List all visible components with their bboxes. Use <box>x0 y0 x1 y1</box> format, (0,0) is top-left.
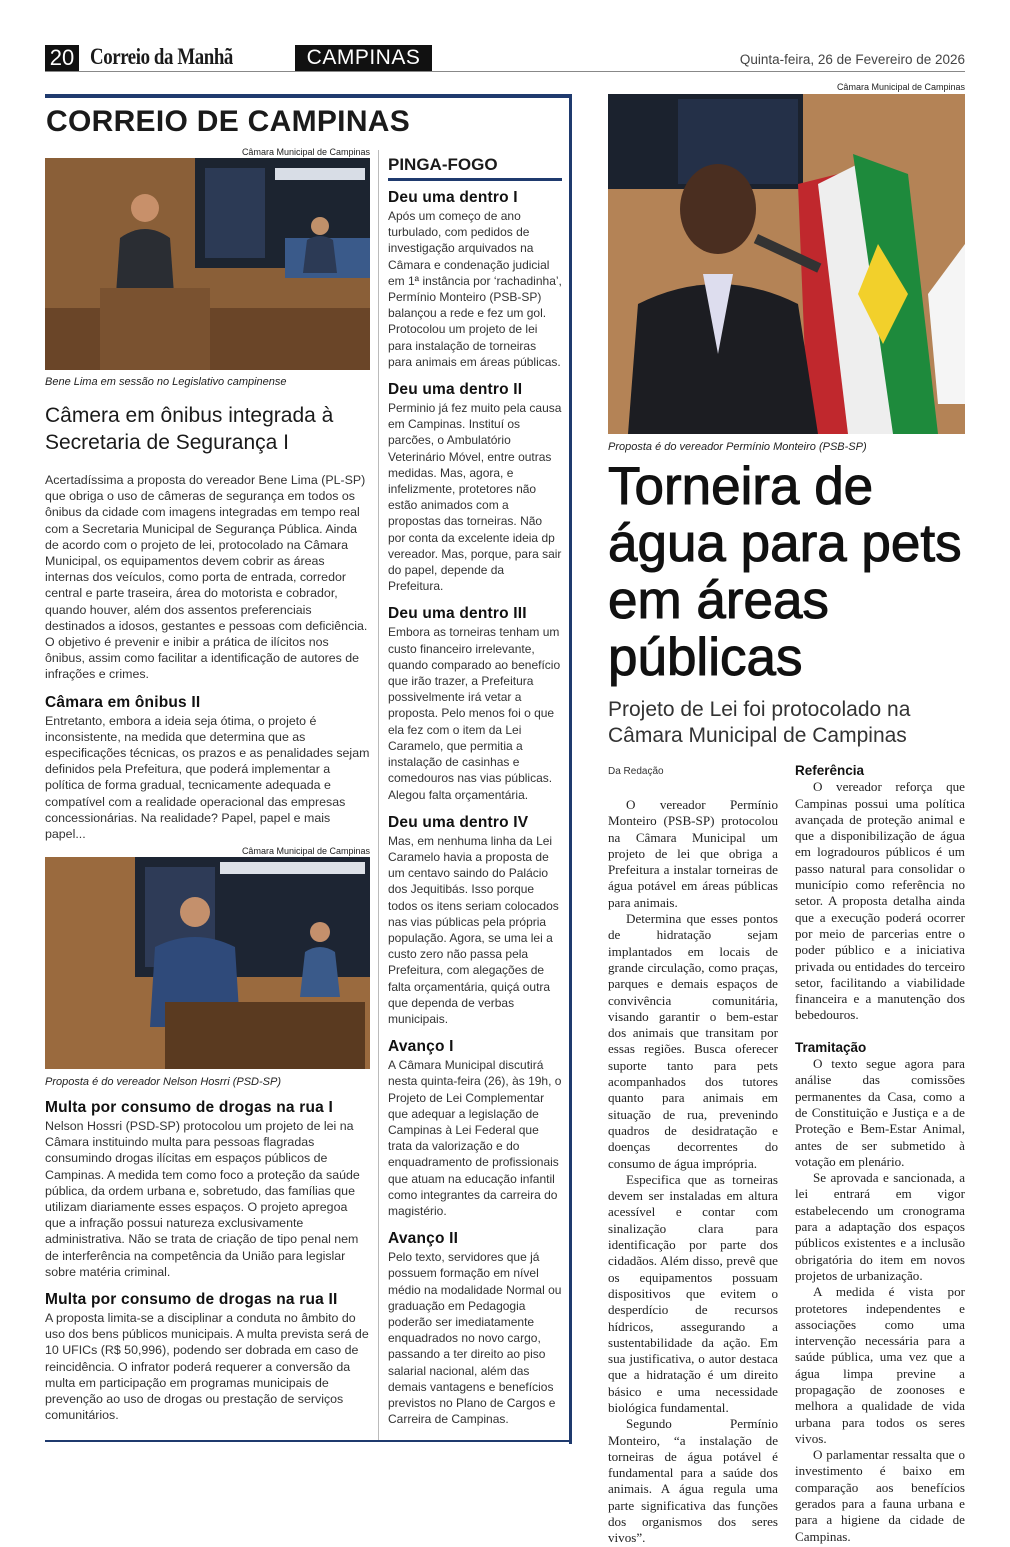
column-top-rule <box>45 94 572 98</box>
column-side-rule <box>569 94 572 1444</box>
pinga-fogo-list <box>388 188 562 1427</box>
photo-caption: Proposta é do vereador Nelson Hosrri (PSD-SP) <box>45 1076 281 1088</box>
newspaper-logo: Correio da Manhã <box>90 44 233 69</box>
article-paragraph: Se aprovada e sancionada, a lei entrará em vigor estabelecendo um cronograma para a adaptação dos espaços públicos existentes e a inclusão obrigatória do item em novos projetos de urbanização. <box>795 1170 965 1283</box>
photo-caption: Proposta é do vereador Permínio Monteiro (PSB-SP) <box>608 441 867 453</box>
article-column-1 <box>608 797 778 1547</box>
pinga-item-text: Embora as torneiras tenham um custo financeiro irrelevante, quando comparado ao benefício que irão trazer, a Prefeitura possivelmente irá vetar a proposta. Pelo menos foi o que ela fez com o item da Lei Caramelo, que permitia a instalação de casinhas e comedouros nas vias públicas. Alegou falta orçamentária. <box>388 625 561 802</box>
issue-date: Quinta-feira, 26 de Fevereiro de 2026 <box>739 52 965 67</box>
photo-nelson-hossri <box>45 857 370 1069</box>
article-paragraph: Determina que esses pontos de hidratação sejam implantados em locais de grande circulação, como praças, parques e demais espaços de convivência comunitária, visando garantir o bem-estar dos animais que transitam por essas regiões. Busca oferecer suporte tanto para pets acompanhados dos tutores quanto para animais em situação de rua, prevenindo quadros de desidratação e doenças decorrentes do consumo de água imprópria. <box>608 911 778 1171</box>
photo-caption: Bene Lima em sessão no Legislativo campinense <box>45 376 287 388</box>
article-paragraph: O vereador Permínio Monteiro (PSB-SP) protocolou na Câmara Municipal um projeto de lei que obriga a Prefeitura a instalar torneiras de água potável em áreas públicas para animais. <box>608 797 778 910</box>
column-title: CORREIO DE CAMPINAS <box>46 105 411 138</box>
column-subhead: Multa por consumo de drogas na rua II <box>45 1291 338 1309</box>
pinga-item-title: Avanço I <box>388 1038 454 1056</box>
article-paragraph: O parlamentar ressalta que o investimento é baixo em comparação aos benefícios gerados para a fauna urbana e para a higiene da cidade de Campinas. <box>795 1447 965 1544</box>
column-paragraph: A proposta limita-se a disciplinar a conduta no âmbito do uso dos bens públicos municipais. A multa prevista será de 10 UFICs (R$ 50,996), podendo ser dobrada em caso de reincidência. O infrator poderá requerer a conversão da multa em participação em programas municipais de prevenção ao uso de drogas ou prestação de serviços comunitários. <box>45 1311 369 1423</box>
column-subhead: Câmara em ônibus II <box>45 693 201 711</box>
photo-credit: Câmara Municipal de Campinas <box>836 82 965 92</box>
column-subhead: Multa por consumo de drogas na rua I <box>45 1099 333 1116</box>
column-paragraph: Acertadíssima a proposta do vereador Bene Lima (PL-SP) que obriga o uso de câmeras de segurança em todos os ônibus da cidade com imagens integradas em tempo real com a Secretaria Municipal de Segurança Pública. Ainda de acordo com o projeto de lei, protocolado na Câmara Municipal, os equipamentos devem cobrir as áreas internas dos veículos, como porta de entrada, corredor central e parte traseira, área do motorista e cobrador, quando houver, além dos assentos preferenciais destinados a idosos, gestantes e pessoas com deficiência. O objetivo é prevenir e inibir a prática de ilícitos nos ônibus, assim como facilitar a identificação de autores de infrações e crimes. <box>45 473 368 682</box>
pinga-item <box>388 380 562 594</box>
photo-credit: Câmara Municipal de Campinas <box>241 147 370 157</box>
column-paragraph: Entretanto, embora a ideia seja ótima, o projeto é inconsistente, na medida que determina que as especificações técnicas, os prazos e as penalidades sejam definidos pela Prefeitura, que poderá implementar a política de forma gradual, tecnicamente adequada e compatível com a realidade operacional das empresas concessionárias. Na realidade? Papel, papel e mais papel... <box>45 713 370 842</box>
article-column-2 <box>795 763 965 1545</box>
pinga-item-title: Deu uma dentro IV <box>388 813 529 831</box>
photo-credit: Câmara Municipal de Campinas <box>241 846 370 856</box>
pinga-item <box>388 604 562 802</box>
column-headline: Câmera em ônibus integrada à Secretaria de Segurança I <box>45 404 334 454</box>
pinga-item-title: Deu uma dentro I <box>388 189 518 206</box>
pinga-item-text: Perminio já fez muito pela causa em Campinas. Instituí os parcões, o Ambulatório Veterinário Móvel, entre outras medidas. Mas, agora, e infelizmente, protetores não estão animados com a propostas das torneiras. Não por conta da excelente ideia dp vereador. Mas, porque, para sair do papel, depende da Prefeitura. <box>388 401 562 594</box>
article-paragraph: O vereador reforça que Campinas possui uma política avançada de proteção animal e que a disponibilização de água em logradouros públicos é um passo natural para consolidar o município como referência no setor. A proposta detalha ainda que a execução poderá ocorrer por meio de parcerias entre o poder público e a iniciativa privada ou entidades do terceiro setor, facilitando a viabilidade financeira e a manutenção dos bebedouros. <box>795 779 965 1023</box>
pinga-item-text: A Câmara Municipal discutirá nesta quinta-feira (26), às 19h, o Projeto de Lei Complementar que adequar a legislação de Campinas à Lei Federal que trata da valorização e do enquadramento de profissionais que atuam na educação infantil como integrantes da carreira do magistério. <box>388 1058 562 1218</box>
page-number: 20 <box>45 45 79 71</box>
column-bottom-rule <box>45 1440 572 1442</box>
pinga-item-text: Mas, em nenhuma linha da Lei Caramelo havia a proposta de um centavo saindo do Palácio dos Jequitibás. Isso porque todos os itens seriam colocados nas vias públicas pela própria população. Agora, se uma lei a custo zero não passa pela Prefeitura, com alegações de falta orçamentária, quiçá outra que dependa de verbas municipais. <box>388 833 559 1026</box>
article-subhead: Tramitação <box>795 1039 867 1055</box>
pinga-item-title: Deu uma dentro III <box>388 605 527 623</box>
pinga-item-title: Avanço II <box>388 1230 459 1248</box>
header-rule <box>45 71 965 72</box>
column-paragraph: Nelson Hossri (PSD-SP) protocolou um projeto de lei na Câmara instituindo multa para pessoas flagradas consumindo drogas ilícitas em espaços públicos de Campinas. A medida tem como foco a proteção da saúde pública, da ordem urbana e, sobretudo, das famílias que utilizam diariamente esses espaços. O projeto apregoa que a infração possui natureza exclusivamente administrativa. Não se trata de criação de tipo penal nem de interferência na competência da União para legislar sobre matéria criminal. <box>45 1119 360 1279</box>
article-byline: Da Redação <box>608 766 664 777</box>
pinga-item <box>388 1037 562 1219</box>
photo-bene-lima <box>45 158 370 370</box>
pinga-item <box>388 813 562 1027</box>
pinga-item <box>388 188 562 370</box>
pinga-item-title: Deu uma dentro II <box>388 381 523 399</box>
photo-perminio-monteiro <box>608 94 965 434</box>
pinga-item <box>388 1229 562 1427</box>
article-paragraph: O texto segue agora para análise das comissões permanentes da Casa, como a de Constituição e Justiça e a de Proteção e Bem-Estar Animal, antes de ser submetido à votação em plenário. <box>795 1056 965 1169</box>
article-paragraph: Segundo Permínio Monteiro, “a instalação de torneiras de água potável é fundamental para a saúde dos animais. A água regula uma parte significativa das funções dos organismos dos seres vivos”. <box>608 1416 778 1546</box>
article-deck: Projeto de Lei foi protocolado na Câmara Municipal de Campinas <box>608 698 911 747</box>
section-label: CAMPINAS <box>295 45 432 71</box>
article-paragraph: Especifica que as torneiras devem ser instaladas em altura acessível e contar com sinalização clara para identificação por parte dos cidadãos. Além disso, prevê que os equipamentos possuam dispositivos que evitem o desperdício de recursos hídricos, assegurando a sustentabilidade da ação. Em sua justificativa, o autor destaca que a hidratação é um direito básico e uma necessidade biológica fundamental. <box>608 1171 778 1415</box>
pinga-fogo-title: PINGA-FOGO <box>388 155 562 181</box>
article-subhead: Referência <box>795 763 865 778</box>
article-headline: Torneira de água para pets em áreas públicas <box>608 457 962 687</box>
column-divider <box>378 150 379 1440</box>
pinga-item-text: Pelo texto, servidores que já possuem formação em nível médio na modalidade Normal ou graduação em Pedagogia poderão ser imediatamente enquadrados no novo cargo, passando a ter direito ao piso salarial nacional, além das demais vantagens e benefícios previstos no Plano de Cargos e Carreira de Campinas. <box>388 1250 562 1427</box>
article-paragraph: A medida é vista por protetores independentes e associações como uma intervenção necessária para a saúde pública, uma vez que a água limpa previne a propagação de zoonoses e melhora a qualidade de vida urbana para todos os seres vivos. <box>795 1284 965 1446</box>
pinga-item-text: Após um começo de ano turbulado, com pedidos de investigação arquivados na Câmara e condenação judicial em 1ª instância por ‘rachadinha’, Permínio Monteiro (PSB-SP) balançou a rede e fez um gol. Protocolou um projeto de lei para instalação de torneiras para animais em áreas públicas. <box>388 209 562 369</box>
